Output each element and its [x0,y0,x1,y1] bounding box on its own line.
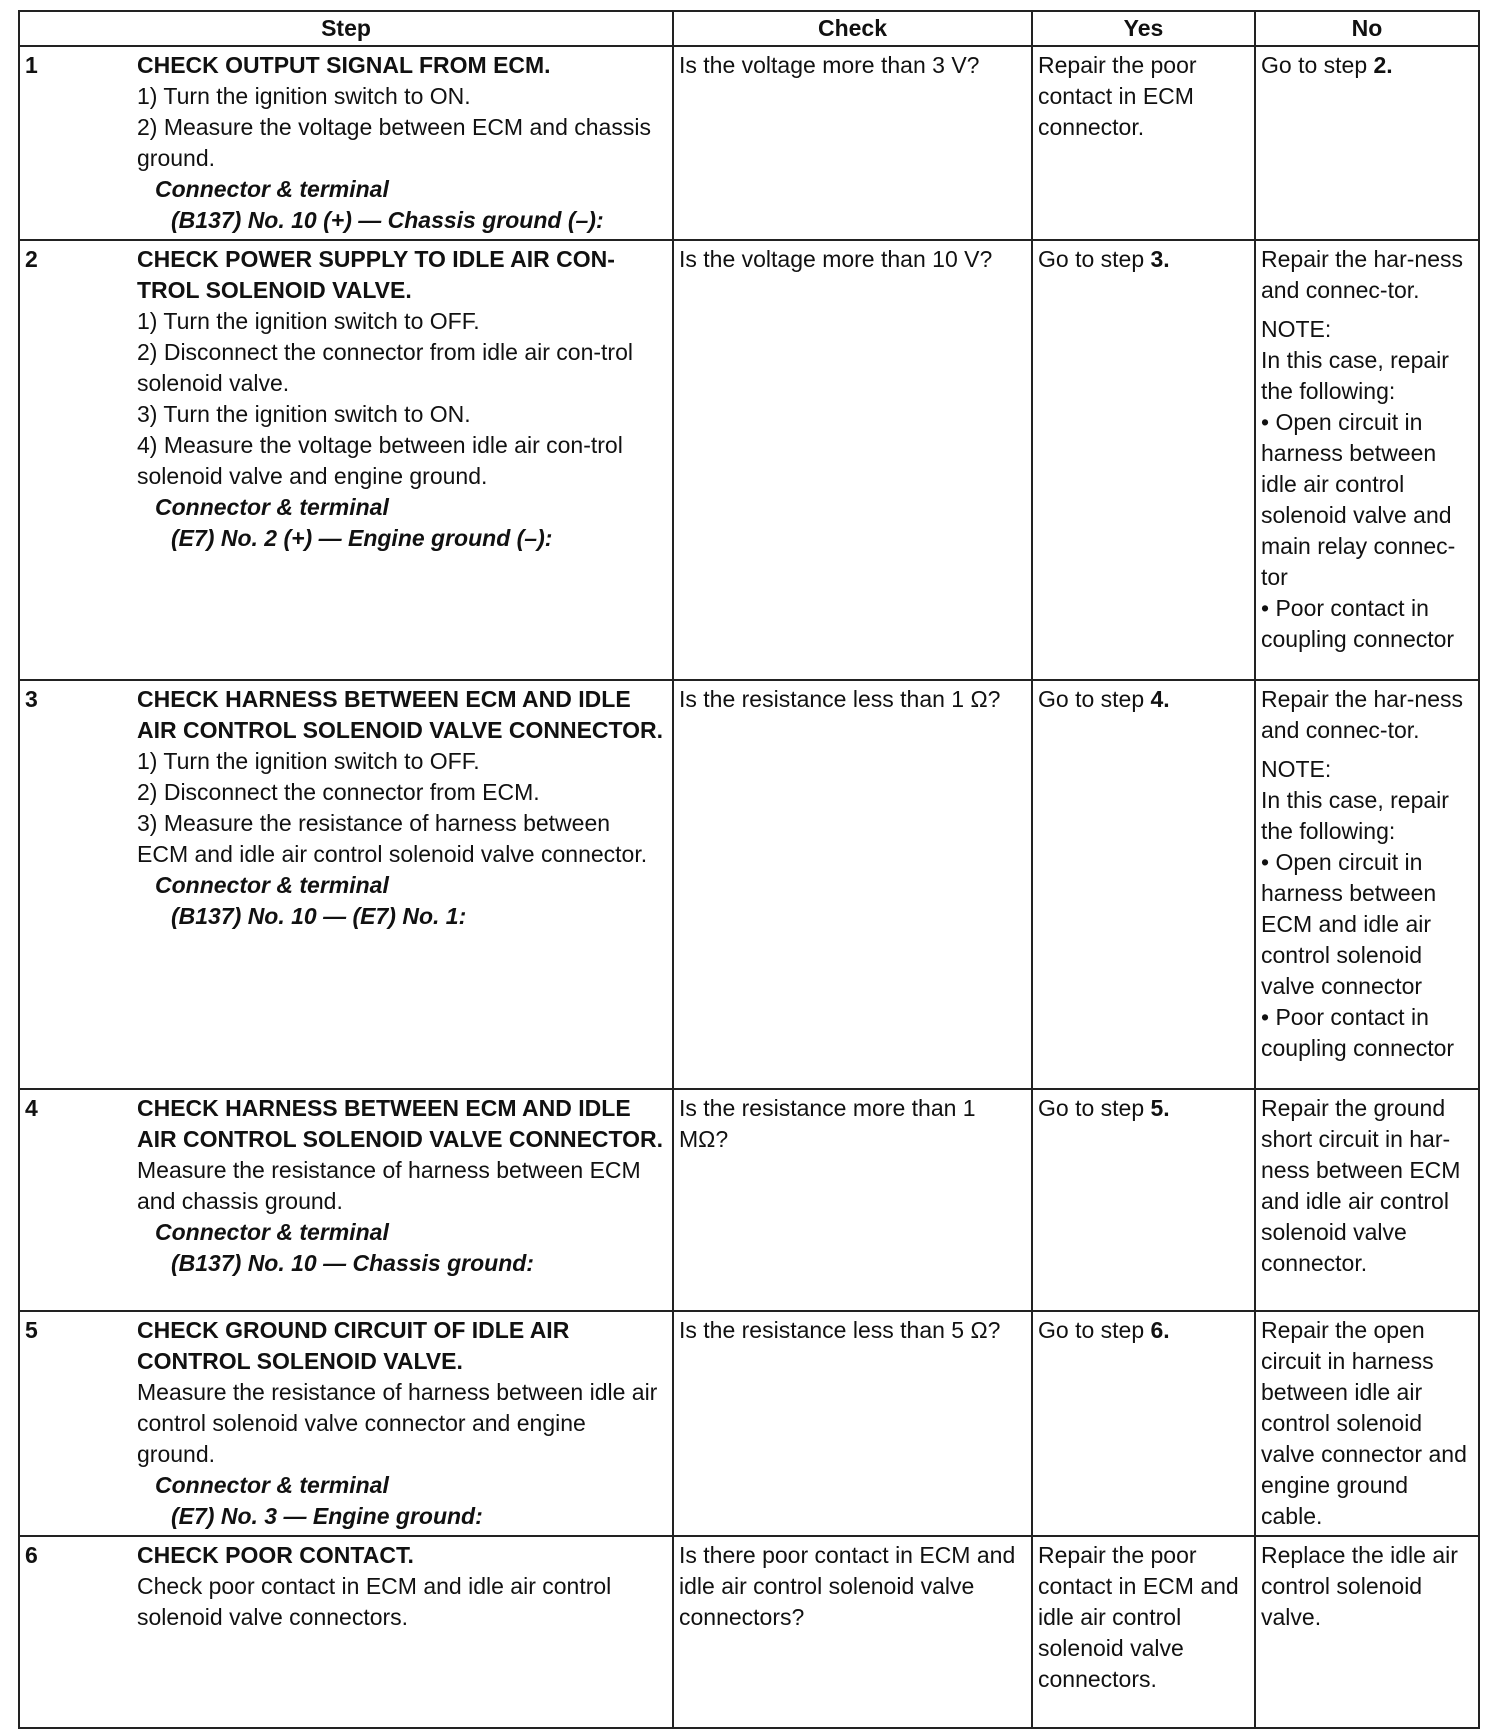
step-instruction: 4) Measure the voltage between idle air con-trol solenoid valve and engine ground. [137,432,623,489]
yes-step-ref: 4. [1150,686,1170,712]
step-instruction: 3) Measure the resistance of harness between ECM and idle air control solenoid valve connector. [137,810,648,867]
step-instruction: 1) Turn the ignition switch to OFF. [137,748,480,774]
table-row [19,240,1479,680]
step-heading: CHECK POWER SUPPLY TO IDLE AIR CON-TROL SOLENOID VALVE. [137,246,615,303]
no-step-ref: 2. [1373,52,1393,78]
step-heading: CHECK HARNESS BETWEEN ECM AND IDLE AIR CONTROL SOLENOID VALVE CONNECTOR. [137,1095,664,1152]
connector-terminal-value: (E7) No. 2 (+) — Engine ground (–): [171,525,553,551]
yes-cell [1032,1311,1255,1536]
yes-cell [1032,680,1255,1089]
check-cell: Is the voltage more than 10 V? [673,240,1032,680]
yes-text: Go to step [1038,1095,1151,1121]
step-instruction: 2) Disconnect the connector from idle air con-trol solenoid valve. [137,339,633,396]
step-number: 5 [25,1317,38,1343]
connector-terminal-label: Connector & terminal [155,1472,389,1498]
header-check: Check [673,11,1032,46]
yes-text: Go to step [1038,246,1151,272]
check-cell: Is the voltage more than 3 V? [673,46,1032,240]
yes-text: Go to step [1038,686,1151,712]
note-intro: In this case, repair the following: [1261,347,1449,404]
step-cell [19,1536,673,1728]
step-number: 4 [25,1095,38,1121]
connector-terminal-value: (B137) No. 10 — (E7) No. 1: [171,903,467,929]
diagnostic-table [18,10,1480,1729]
step-cell [19,680,673,1089]
check-cell: Is the resistance less than 1 Ω? [673,680,1032,1089]
connector-terminal-value: (B137) No. 10 (+) — Chassis ground (–): [171,207,604,233]
header-step: Step [19,11,673,46]
step-cell [19,46,673,240]
connector-terminal-label: Connector & terminal [155,176,389,202]
no-cell: Repair the ground short circuit in har-ness between ECM and idle air control solenoid valve connector. [1255,1089,1479,1311]
note-label: NOTE: [1261,316,1332,342]
step-heading: CHECK HARNESS BETWEEN ECM AND IDLE AIR CONTROL SOLENOID VALVE CONNECTOR. [137,686,664,743]
header-row [19,11,1479,46]
no-text: Go to step [1261,52,1374,78]
step-number: 2 [25,246,38,272]
step-instruction: 1) Turn the ignition switch to ON. [137,83,471,109]
check-cell: Is the resistance less than 5 Ω? [673,1311,1032,1536]
check-cell: Is there poor contact in ECM and idle air control solenoid valve connectors? [673,1536,1032,1728]
no-cell [1255,680,1479,1089]
connector-terminal-label: Connector & terminal [155,1219,389,1245]
table-row [19,1089,1479,1311]
step-number: 6 [25,1542,38,1568]
step-instruction: Measure the resistance of harness between ECM and chassis ground. [137,1157,641,1214]
table-row [19,1311,1479,1536]
step-cell [19,240,673,680]
connector-terminal-label: Connector & terminal [155,494,389,520]
connector-terminal-value: (E7) No. 3 — Engine ground: [171,1503,483,1529]
table-row [19,680,1479,1089]
yes-cell: Repair the poor contact in ECM connector. [1032,46,1255,240]
step-instruction: 1) Turn the ignition switch to OFF. [137,308,480,334]
step-heading: CHECK GROUND CIRCUIT OF IDLE AIR CONTROL SOLENOID VALVE. [137,1317,570,1374]
step-instruction: 2) Measure the voltage between ECM and chassis ground. [137,114,651,171]
step-number: 3 [25,686,38,712]
note-bullet: • Poor contact in coupling connector [1261,595,1455,652]
step-instruction: Measure the resistance of harness between idle air control solenoid valve connector and engine ground. [137,1379,658,1467]
note-bullet: • Open circuit in harness between idle air control solenoid valve and main relay connec-tor [1261,409,1456,590]
step-heading: CHECK POOR CONTACT. [137,1542,414,1568]
step-instruction: 3) Turn the ignition switch to ON. [137,401,471,427]
yes-step-ref: 3. [1150,246,1170,272]
table-row [19,1536,1479,1728]
note-bullet: • Poor contact in coupling connector [1261,1004,1455,1061]
yes-text: Go to step [1038,1317,1151,1343]
no-text: Repair the har-ness and connec-tor. [1261,246,1463,303]
no-cell: Repair the open circuit in harness between idle air control solenoid valve connector and engine ground cable. [1255,1311,1479,1536]
no-text: Repair the har-ness and connec-tor. [1261,686,1463,743]
table-row [19,46,1479,240]
yes-cell [1032,240,1255,680]
yes-step-ref: 6. [1150,1317,1170,1343]
note-label: NOTE: [1261,756,1332,782]
note-intro: In this case, repair the following: [1261,787,1449,844]
no-cell [1255,240,1479,680]
no-cell [1255,46,1479,240]
step-instruction: 2) Disconnect the connector from ECM. [137,779,540,805]
step-instruction: Check poor contact in ECM and idle air control solenoid valve connectors. [137,1573,612,1630]
step-heading: CHECK OUTPUT SIGNAL FROM ECM. [137,52,551,78]
check-cell: Is the resistance more than 1 MΩ? [673,1089,1032,1311]
header-yes: Yes [1032,11,1255,46]
no-cell: Replace the idle air control solenoid valve. [1255,1536,1479,1728]
connector-terminal-value: (B137) No. 10 — Chassis ground: [171,1250,534,1276]
yes-step-ref: 5. [1150,1095,1170,1121]
step-cell [19,1089,673,1311]
yes-cell [1032,1089,1255,1311]
step-number: 1 [25,52,38,78]
note-bullet: • Open circuit in harness between ECM and idle air control solenoid valve connector [1261,849,1437,999]
connector-terminal-label: Connector & terminal [155,872,389,898]
yes-cell: Repair the poor contact in ECM and idle air control solenoid valve connectors. [1032,1536,1255,1728]
step-cell [19,1311,673,1536]
header-no: No [1255,11,1479,46]
